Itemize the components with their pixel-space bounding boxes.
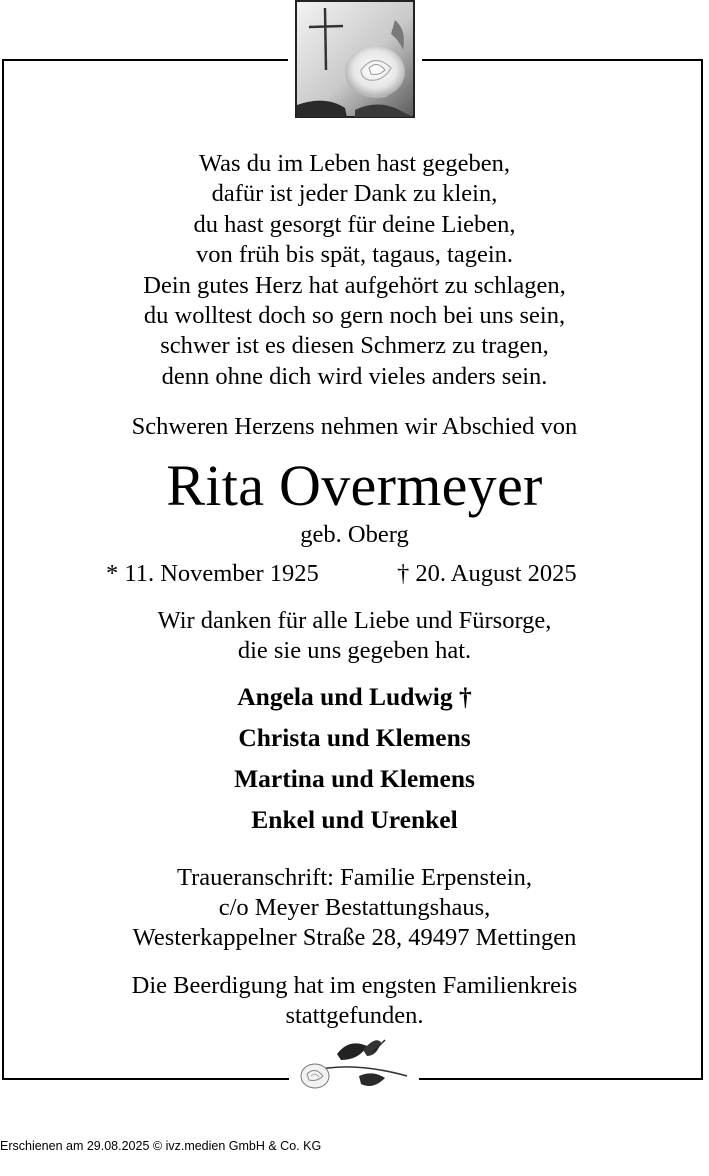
poem — [0, 149, 709, 392]
thanks-line: Wir danken für alle Liebe und Fürsorge, — [157, 607, 552, 634]
poem-line: denn ohne dich wird vieles anders sein. — [161, 362, 548, 390]
address-line: c/o Meyer Bestattungshaus, — [218, 894, 491, 921]
poem-line: Dein gutes Herz hat aufgehört zu schlagen, — [143, 271, 566, 299]
address-line: Westerkappelner Straße 28, 49497 Mettingen — [132, 924, 577, 951]
cross-rose-image — [288, 0, 422, 120]
death-date: † 20. August 2025 — [397, 560, 577, 587]
funeral-note — [0, 971, 709, 1031]
family-member: Enkel und Urenkel — [251, 805, 458, 834]
poem-line: dafür ist jeder Dank zu klein, — [211, 180, 498, 208]
poem-line: von früh bis spät, tagaus, tagein. — [195, 241, 514, 269]
address-line: Traueranschrift: Familie Erpenstein, — [177, 864, 532, 891]
bottom-rose-image — [289, 1032, 419, 1102]
family-member: Angela und Ludwig † — [237, 682, 472, 711]
mourning-address — [0, 863, 709, 953]
farewell-intro: Schweren Herzens nehmen wir Abschied von — [131, 413, 578, 440]
family-member: Martina und Klemens — [234, 764, 475, 793]
thanks-line: die sie uns gegeben hat. — [237, 637, 472, 664]
maiden-name: geb. Oberg — [300, 521, 409, 548]
poem-line: du wolltest doch so gern noch bei uns sein, — [143, 302, 566, 330]
poem-line: Was du im Leben hast gegeben, — [199, 150, 510, 177]
poem-line: schwer ist es diesen Schmerz zu tragen, — [160, 332, 549, 360]
funeral-line: stattgefunden. — [285, 1002, 424, 1029]
thanks-text — [0, 606, 709, 666]
cross-rose-icon — [295, 0, 415, 118]
family-list — [0, 676, 709, 840]
deceased-name: Rita Overmeyer — [166, 453, 543, 518]
poem-line: du hast gesorgt für deine Lieben, — [193, 210, 516, 238]
rose-icon — [289, 1032, 419, 1102]
publication-footer: Erschienen am 29.08.2025 © ivz.medien GmbH & Co. KG — [0, 1139, 322, 1153]
family-member: Christa und Klemens — [238, 723, 471, 752]
birth-date: * 11. November 1925 — [106, 560, 319, 587]
funeral-line: Die Beerdigung hat im engsten Familienkreis — [131, 972, 578, 999]
